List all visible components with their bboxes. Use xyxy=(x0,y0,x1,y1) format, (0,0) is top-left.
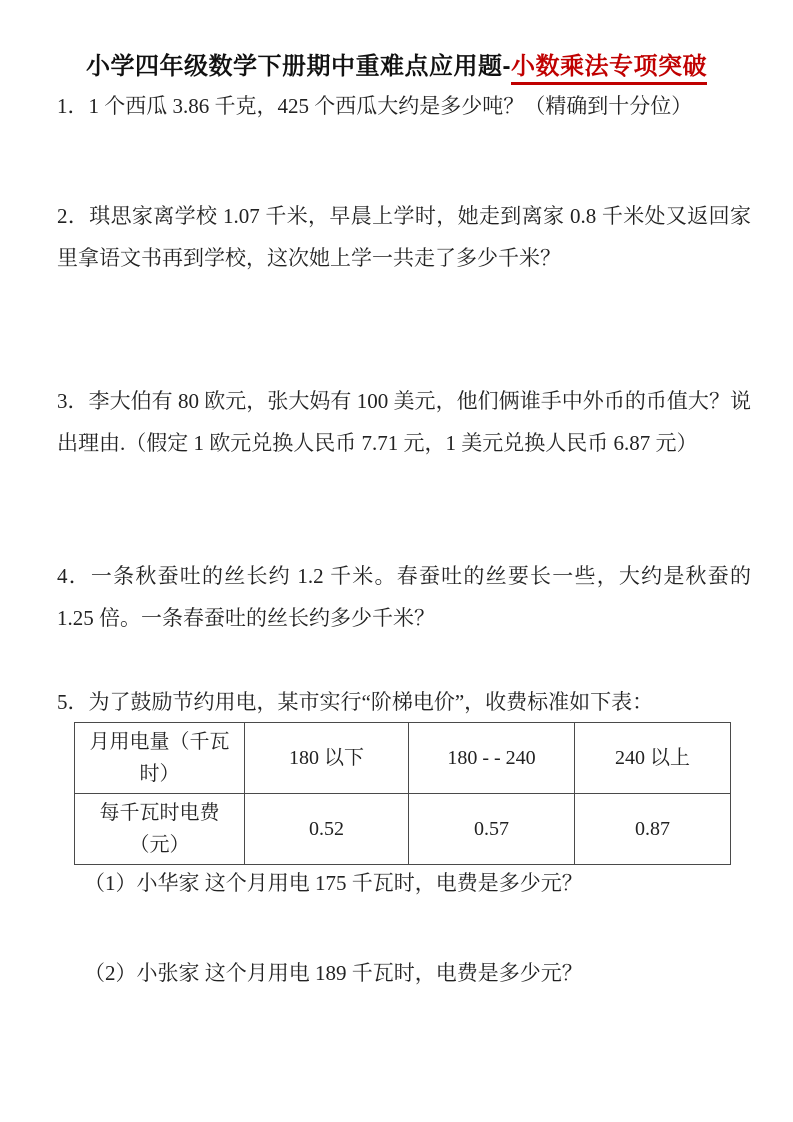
rate-tier-3-cell: 0.87 xyxy=(575,794,731,865)
rate-row-header: 每千瓦时电费（元） xyxy=(75,794,245,865)
usage-tier-2-cell: 180 - - 240 xyxy=(409,723,575,794)
title-main-text: 小学四年级数学下册期中重难点应用题- xyxy=(86,53,511,80)
table-row-rate xyxy=(75,794,731,865)
rate-tier-1-cell: 0.52 xyxy=(245,794,409,865)
usage-row-header: 月用电量（千瓦时） xyxy=(75,723,245,794)
question-4: 4．一条秋蚕吐的丝长约 1.2 千米。春蚕吐的丝要长一些，大约是秋蚕的 1.25 倍。一条春蚕吐的丝长约多少千米？ xyxy=(57,564,751,630)
table-row-usage xyxy=(75,723,731,794)
sub-question-1: （1）小华家 这个月用电 175 千瓦时，电费是多少元？ xyxy=(84,871,583,895)
title-highlight-text: 小数乘法专项突破 xyxy=(511,53,707,85)
page-title xyxy=(0,46,793,81)
usage-tier-3-cell: 240 以上 xyxy=(575,723,731,794)
sub-question-2: （2）小张家 这个月用电 189 千瓦时，电费是多少元？ xyxy=(84,961,583,985)
usage-tier-1-cell: 180 以下 xyxy=(245,723,409,794)
electricity-rate-table xyxy=(74,722,731,865)
question-3: 3．李大伯有 80 欧元，张大妈有 100 美元，他们俩谁手中外币的币值大？说出理由.（假定 1 欧元兑换人民币 7.71 元，1 美元兑换人民币 6.87 元） xyxy=(57,389,751,455)
question-5-intro: 5．为了鼓励节约用电，某市实行“阶梯电价”，收费标准如下表： xyxy=(57,690,654,714)
rate-tier-2-cell: 0.57 xyxy=(409,794,575,865)
question-1: 1．1 个西瓜 3.86 千克，425 个西瓜大约是多少吨？（精确到十分位） xyxy=(57,94,693,118)
question-2: 2．琪思家离学校 1.07 千米，早晨上学时，她走到离家 0.8 千米处又返回家里拿语文书再到学校，这次她上学一共走了多少千米？ xyxy=(57,204,751,270)
